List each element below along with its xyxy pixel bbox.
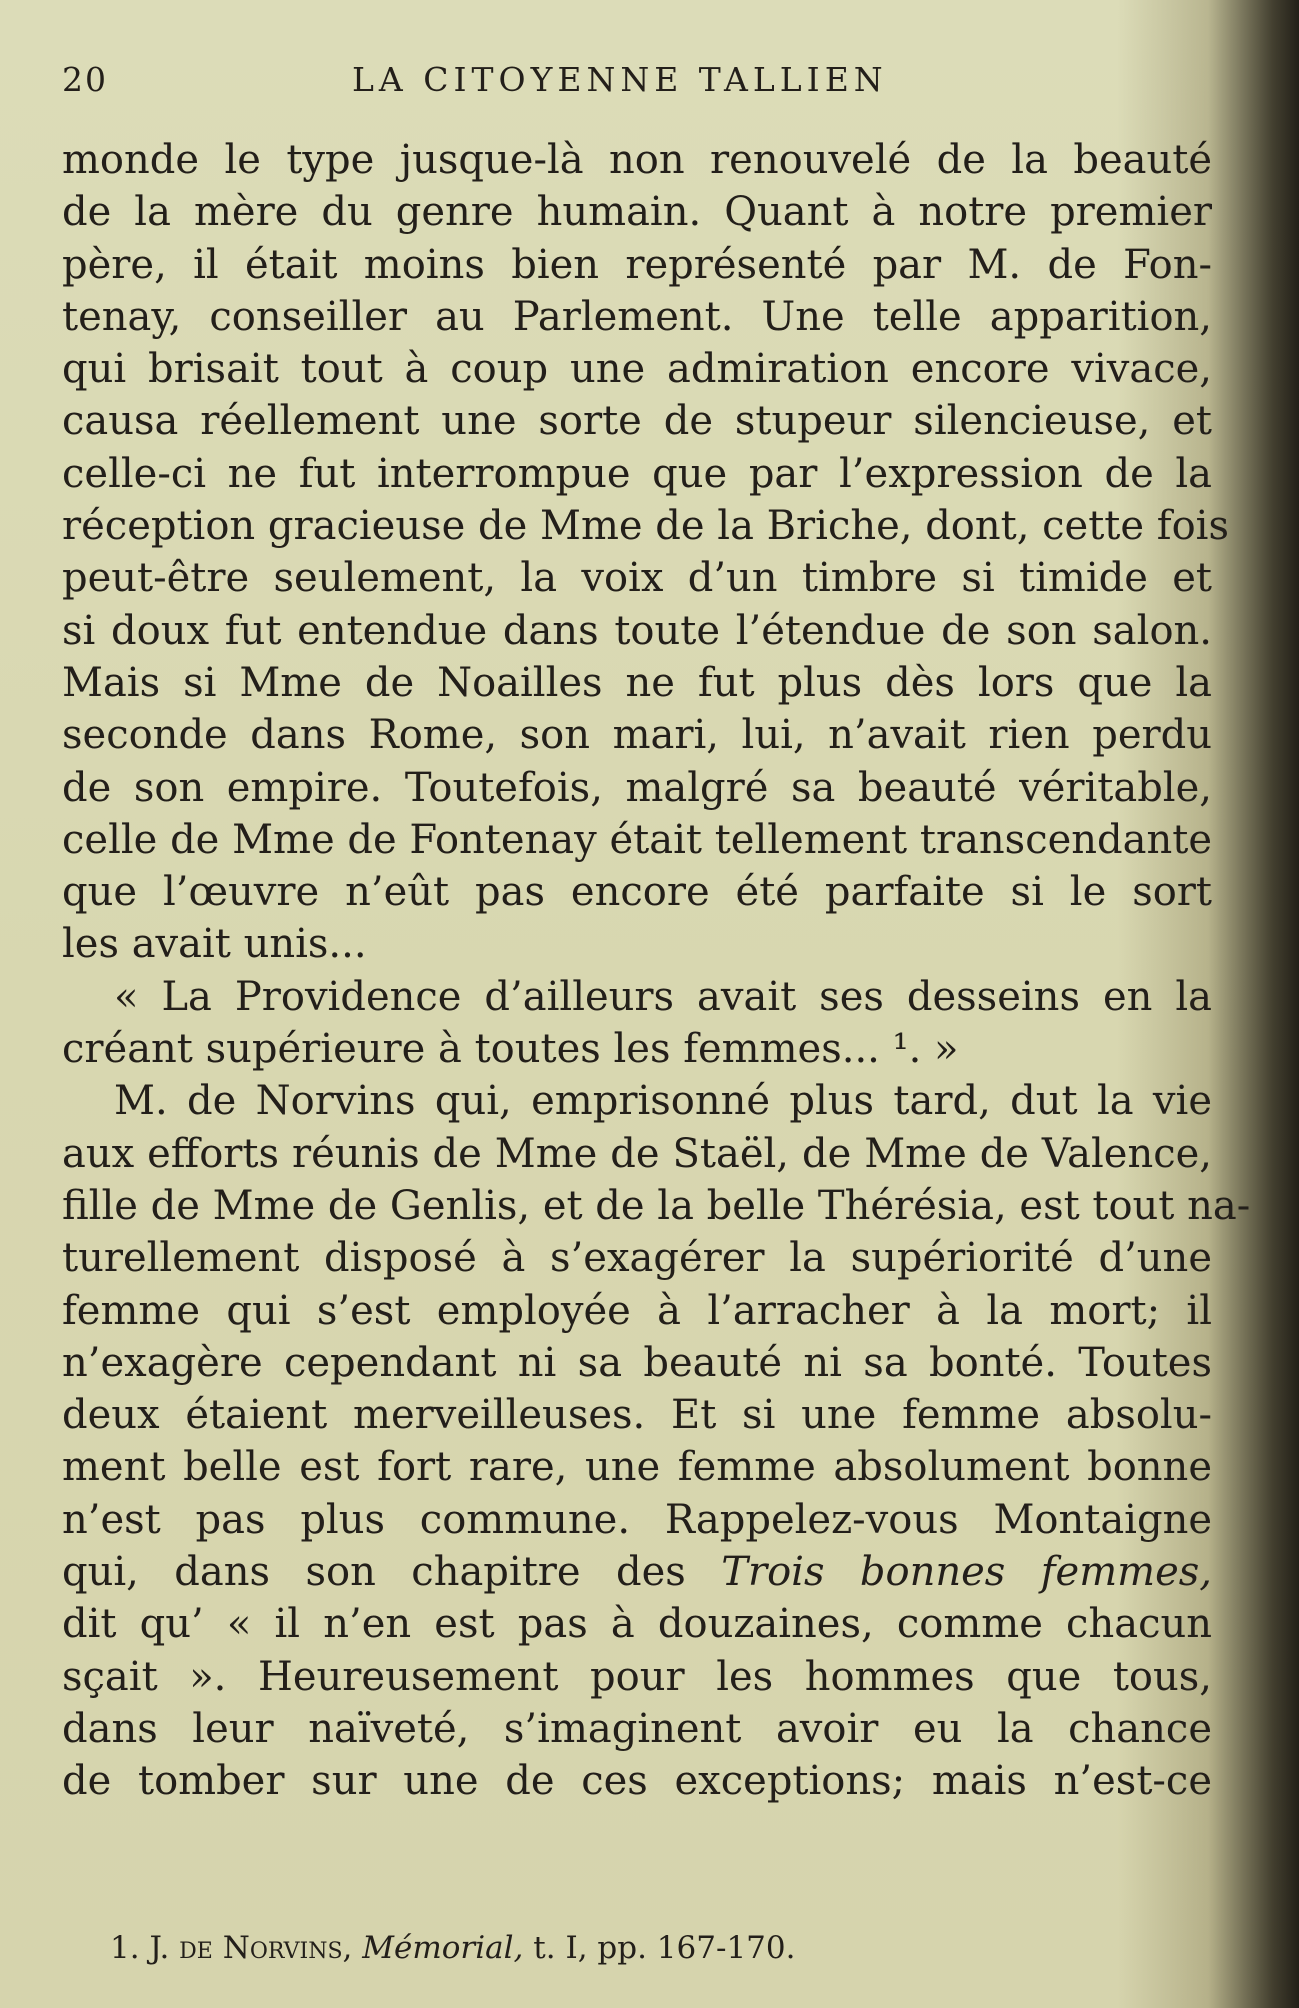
text-line: réception gracieuse de Mme de la Briche, dont, cette fois <box>62 503 1229 550</box>
footnote-author: J. de Norvins, <box>149 1930 353 1966</box>
footnote-ref: t. I, pp. 167-170. <box>533 1930 796 1966</box>
footnote-number: 1. <box>110 1930 140 1966</box>
running-title: LA CITOYENNE TALLIEN <box>352 60 888 99</box>
text-line: fille de Mme de Genlis, et de la belle Thérésia, est tout na- <box>62 1182 1251 1229</box>
text-line: ment belle est fort rare, une femme absolument bonne <box>62 1444 1212 1491</box>
body-text <box>62 134 1251 1808</box>
text-line: sçait ». Heureusement pour les hommes que tous, <box>62 1653 1212 1700</box>
text-line: turellement disposé à s’exagérer la supériorité d’une <box>62 1235 1212 1282</box>
text-line: celle-ci ne fut interrompue que par l’expression de la <box>62 450 1212 497</box>
text-line: monde le type jusque-là non renouvelé de la beauté <box>62 137 1212 183</box>
text-line: de tomber sur une de ces exceptions; mais n’est-ce <box>62 1758 1212 1805</box>
text-line: que l’œuvre n’eût pas encore été parfaite si le sort <box>62 869 1212 916</box>
text-line: père, il était moins bien représenté par M. de Fon- <box>62 241 1212 288</box>
text-line: si doux fut entendue dans toute l’étendue de son salon. <box>62 607 1212 654</box>
text-line: seconde dans Rome, son mari, lui, n’avait rien perdu <box>62 712 1212 759</box>
text-line: M. de Norvins qui, emprisonné plus tard, dut la vie <box>114 1078 1212 1125</box>
text-line: de la mère du genre humain. Quant à notre premier <box>62 189 1212 236</box>
text-line: tenay, conseiller au Parlement. Une telle apparition, <box>62 293 1212 340</box>
footnote-title: Mémorial, <box>362 1930 524 1966</box>
text-line: femme qui s’est employée à l’arracher à la mort; il <box>62 1287 1212 1334</box>
page-header <box>62 60 1212 110</box>
text-line: Mais si Mme de Noailles ne fut plus dès lors que la <box>62 659 1212 706</box>
text-line: celle de Mme de Fontenay était tellement transcendante <box>62 816 1212 863</box>
text-line: les avait unis... <box>62 921 367 968</box>
text-line: de son empire. Toutefois, malgré sa beauté véritable, <box>62 764 1212 811</box>
text-line: peut-être seulement, la voix d’un timbre si timide et <box>62 555 1212 602</box>
text-line: qui brisait tout à coup une admiration encore vivace, <box>62 346 1212 393</box>
text-line: deux étaient merveilleuses. Et si une femme absolu- <box>62 1392 1212 1439</box>
page-number: 20 <box>62 60 108 99</box>
text-line <box>62 1546 1212 1598</box>
text-line: dans leur naïveté, s’imaginent avoir eu la chance <box>62 1705 1212 1752</box>
text-line: créant supérieure à toutes les femmes... ¹. » <box>62 1026 959 1073</box>
text-line: aux efforts réunis de Mme de Staël, de Mme de Valence, <box>62 1130 1212 1177</box>
text-line: dit qu’ « il n’en est pas à douzaines, comme chacun <box>62 1601 1212 1648</box>
text-segment: qui, dans son chapitre des <box>62 1549 686 1596</box>
italic-title: Trois bonnes femmes, <box>721 1549 1213 1596</box>
text-line: n’exagère cependant ni sa beauté ni sa bonté. Toutes <box>62 1339 1212 1386</box>
footnote <box>110 1930 795 1966</box>
text-line: « La Providence d’ailleurs avait ses desseins en la <box>114 973 1212 1020</box>
text-line: causa réellement une sorte de stupeur silencieuse, et <box>62 398 1212 445</box>
text-line: n’est pas plus commune. Rappelez-vous Montaigne <box>62 1496 1212 1543</box>
